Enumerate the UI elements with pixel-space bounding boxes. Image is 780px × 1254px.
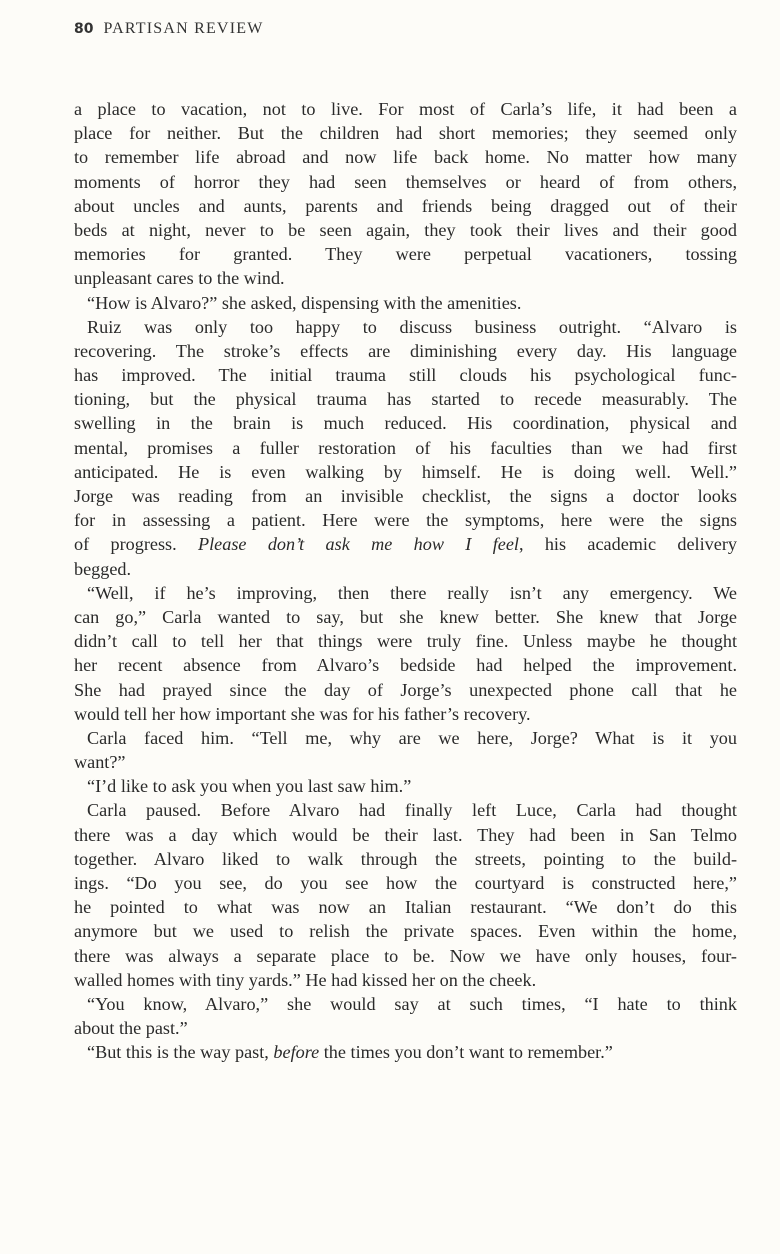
paragraph bbox=[74, 774, 737, 798]
text-segment: the times you don’t want to remember.” bbox=[319, 1042, 613, 1063]
text-segment: unpleasant cares to the wind. bbox=[74, 268, 285, 289]
text-segment: beds at night, never to be seen again, they took their lives and their good bbox=[74, 219, 737, 240]
text-line bbox=[74, 774, 737, 798]
text-segment: Jorge was reading from an invisible checklist, the signs a doctor looks bbox=[74, 486, 737, 506]
text-line bbox=[74, 992, 737, 1016]
text-line bbox=[74, 218, 737, 242]
text-segment: has improved. The initial trauma still clouds his psychological func- bbox=[74, 365, 737, 386]
paragraph bbox=[74, 581, 737, 726]
text-line bbox=[74, 315, 737, 339]
text-segment: Carla paused. Before Alvaro had finally left Luce, Carla had thought bbox=[87, 800, 737, 821]
text-segment: She had prayed since the day of Jorge’s unexpected phone call that he bbox=[74, 679, 737, 700]
paragraph bbox=[74, 291, 737, 315]
paragraph bbox=[74, 726, 737, 774]
text-segment: about the past.” bbox=[74, 1018, 188, 1039]
text-segment: about uncles and aunts, parents and friends being dragged out of their bbox=[74, 195, 737, 216]
text-segment: memories for granted. They were perpetual vacationers, tossing bbox=[74, 244, 737, 265]
text-segment: walled homes with tiny yards.” He had kissed her on the cheek. bbox=[74, 969, 537, 990]
text-segment: recovering. The stroke’s effects are diminishing every day. His language bbox=[74, 340, 737, 361]
text-segment: “But this is the way past, bbox=[87, 1042, 274, 1063]
text-line bbox=[74, 242, 737, 266]
paragraph bbox=[74, 798, 737, 992]
paragraph bbox=[74, 97, 737, 291]
text-segment: begged. bbox=[74, 558, 132, 579]
text-segment: tioning, but the physical trauma has started to recede measurably. The bbox=[74, 389, 737, 410]
text-line bbox=[74, 895, 737, 919]
running-header bbox=[74, 20, 264, 38]
text-line bbox=[74, 847, 737, 871]
text-line bbox=[74, 919, 737, 943]
text-line bbox=[74, 339, 737, 363]
text-line bbox=[74, 194, 737, 218]
text-line bbox=[74, 750, 737, 774]
text-line bbox=[74, 460, 737, 484]
text-line bbox=[74, 1040, 737, 1064]
text-line bbox=[74, 363, 737, 387]
text-segment: anymore but we used to relish the private spaces. Even within the home, bbox=[74, 921, 737, 942]
text-line bbox=[74, 798, 737, 822]
text-segment: , his academic delivery bbox=[518, 534, 737, 555]
text-line bbox=[74, 557, 737, 581]
text-line bbox=[74, 291, 737, 315]
text-line bbox=[74, 484, 737, 508]
text-line bbox=[74, 266, 737, 290]
text-segment: “Well, if he’s improving, then there really isn’t any emergency. We bbox=[87, 582, 737, 603]
text-line bbox=[74, 944, 737, 968]
paragraph bbox=[74, 315, 737, 581]
italic-text: before bbox=[273, 1042, 320, 1063]
text-segment: for in assessing a patient. Here were the symptoms, here were the signs bbox=[74, 510, 737, 531]
text-segment: a place to vacation, not to live. For most of Carla’s life, it had been a bbox=[74, 99, 737, 119]
text-line bbox=[74, 436, 737, 460]
text-segment: place for neither. But the children had short memories; they seemed only bbox=[74, 123, 737, 144]
text-segment: her recent absence from Alvaro’s bedside had helped the improvement. bbox=[74, 655, 737, 676]
text-segment: “How is Alvaro?” she asked, dispensing with the amenities. bbox=[87, 292, 522, 313]
text-segment: there was always a separate place to be. Now we have only houses, four- bbox=[74, 945, 737, 966]
text-line bbox=[74, 387, 737, 411]
text-segment: together. Alvaro liked to walk through the streets, pointing to the build- bbox=[74, 848, 737, 869]
paragraph bbox=[74, 1040, 737, 1064]
text-line bbox=[74, 871, 737, 895]
text-segment: “You know, Alvaro,” she would say at such times, “I hate to think bbox=[87, 993, 737, 1014]
italic-text: Please don’t ask me how I feel bbox=[198, 534, 519, 555]
text-line bbox=[74, 653, 737, 677]
text-line bbox=[74, 145, 737, 169]
text-line bbox=[74, 702, 737, 726]
text-line bbox=[74, 726, 737, 750]
text-line bbox=[74, 532, 737, 556]
text-segment: Ruiz was only too happy to discuss business outright. “Alvaro is bbox=[87, 316, 737, 337]
text-segment: “I’d like to ask you when you last saw him.” bbox=[87, 776, 412, 797]
body-text bbox=[74, 97, 737, 1065]
text-line bbox=[74, 1016, 737, 1040]
page-number: 80 bbox=[74, 21, 94, 37]
text-line bbox=[74, 411, 737, 435]
text-line bbox=[74, 823, 737, 847]
text-segment: can go,” Carla wanted to say, but she knew better. She knew that Jorge bbox=[74, 606, 737, 627]
text-segment: to remember life abroad and now life back home. No matter how many bbox=[74, 147, 737, 168]
text-segment: want?” bbox=[74, 752, 126, 773]
text-segment: ings. “Do you see, do you see how the courtyard is constructed here,” bbox=[74, 873, 737, 893]
text-segment: didn’t call to tell her that things were truly fine. Unless maybe he thought bbox=[74, 631, 737, 652]
text-line bbox=[74, 97, 737, 121]
paragraph bbox=[74, 992, 737, 1040]
text-line bbox=[74, 678, 737, 702]
text-segment: mental, promises a fuller restoration of his faculties than we had first bbox=[74, 437, 737, 458]
text-line bbox=[74, 629, 737, 653]
text-line bbox=[74, 605, 737, 629]
text-segment: would tell her how important she was for his father’s recovery. bbox=[74, 703, 531, 724]
text-line bbox=[74, 170, 737, 194]
text-segment: of progress. bbox=[74, 534, 198, 555]
text-segment: anticipated. He is even walking by himself. He is doing well. Well.” bbox=[74, 461, 737, 482]
text-segment: he pointed to what was now an Italian restaurant. “We don’t do this bbox=[74, 897, 737, 918]
text-line bbox=[74, 581, 737, 605]
text-line bbox=[74, 121, 737, 145]
text-segment: there was a day which would be their last. They had been in San Telmo bbox=[74, 824, 737, 845]
text-line bbox=[74, 508, 737, 532]
journal-title: PARTISAN REVIEW bbox=[103, 20, 264, 37]
text-segment: swelling in the brain is much reduced. His coordination, physical and bbox=[74, 413, 737, 434]
text-line bbox=[74, 968, 737, 992]
text-segment: moments of horror they had seen themselves or heard of from others, bbox=[74, 171, 737, 192]
text-segment: Carla faced him. “Tell me, why are we here, Jorge? What is it you bbox=[87, 727, 737, 748]
